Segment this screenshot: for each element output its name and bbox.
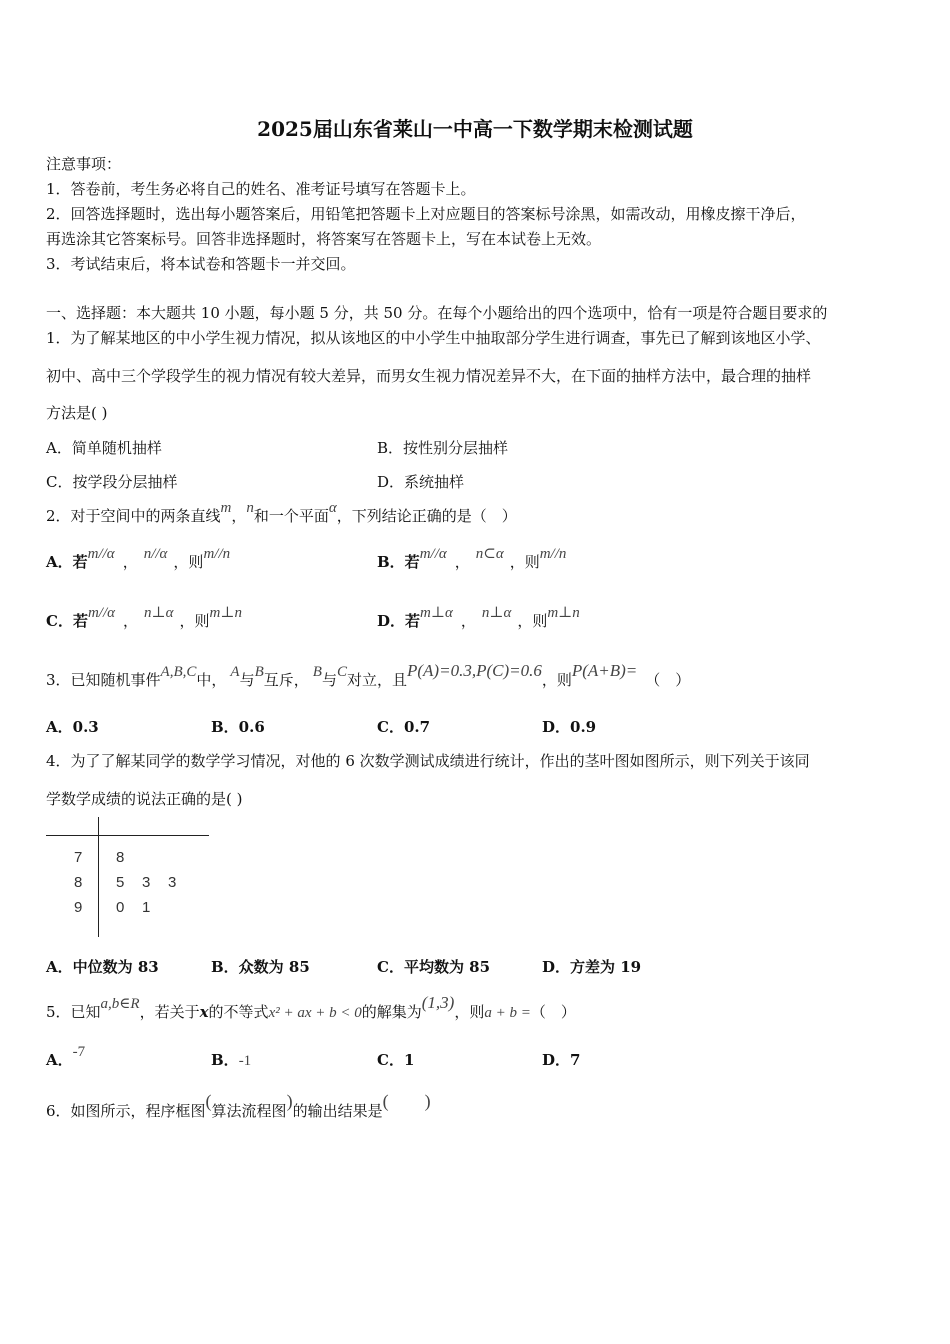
q3-events: A,B,C xyxy=(160,664,197,680)
leaf-8-3: 3 xyxy=(168,874,177,891)
leaf-8-1: 5 xyxy=(116,874,125,891)
q2-comma: ， xyxy=(231,507,247,525)
q2-a-label: A．若 xyxy=(46,553,88,571)
q4-option-a: A．中位数为 83 xyxy=(46,958,159,976)
q2-var-n: n xyxy=(246,500,254,516)
notice-item-2a: 2．回答选择题时，选出每小题答案后，用铅笔把答题卡上对应题目的答案标号涂黑，如需改动，用橡皮擦干净后， xyxy=(46,205,806,223)
q3-stem xyxy=(46,661,691,690)
q5-ab-expr: a,b∈R xyxy=(100,996,140,1012)
q3-prob-expr: P(A)=0.3,P(C)=0.6 xyxy=(407,661,542,680)
q2-b-expr-3: m//n xyxy=(539,546,567,562)
q3-text-8: （ ） xyxy=(645,671,691,689)
q6-stem xyxy=(46,1091,431,1122)
q2-a-sep: ， xyxy=(122,553,138,571)
leaf-7-1: 8 xyxy=(116,849,125,866)
q5-b-label: B． xyxy=(211,1051,239,1069)
q5-option-b xyxy=(211,1049,251,1070)
q2-stem xyxy=(46,500,517,526)
q3-var-b2: B xyxy=(312,664,322,680)
stem-8: 8 xyxy=(74,874,83,891)
q5-stem xyxy=(46,993,576,1022)
q2-a-expr-2: n//α xyxy=(143,546,168,562)
q5-inequality: x² + ax + b < 0 xyxy=(268,1005,362,1021)
q2-d-label: D．若 xyxy=(377,612,421,630)
q3-text-4: 互斥， xyxy=(263,671,309,689)
q2-d-then: ，则 xyxy=(517,612,548,630)
q1-option-c: C．按学段分层抽样 xyxy=(46,473,178,491)
q3-option-a: A．0.3 xyxy=(46,718,99,736)
q2-d-expr-1: m⊥α xyxy=(420,605,453,621)
q1-line-3: 方法是( ) xyxy=(46,404,108,422)
stem-leaf-vline xyxy=(98,817,99,937)
q3-text-7: ，则 xyxy=(541,671,572,689)
q2-b-expr-1: m//α xyxy=(419,546,447,562)
q3-pab-expr: P(A+B)= xyxy=(571,661,638,680)
q1-line-1: 1．为了解某地区的中小学生视力情况，拟从该地区的中小学生中抽取部分学生进行调查，事先已了解到该地区小学、 xyxy=(46,329,821,347)
section-heading: 一、选择题：本大题共 10 小题，每小题 5 分，共 50 分。在每个小题给出的四个选项中，恰有一项是符合题目要求的 xyxy=(46,304,828,322)
q5-text-3: 的不等式 xyxy=(208,1003,269,1021)
q6-rparen: ) xyxy=(286,1091,293,1111)
q2-c-then: ，则 xyxy=(179,612,210,630)
q2-c-expr-3: m⊥n xyxy=(209,605,242,621)
q2-c-expr-2: n⊥α xyxy=(144,605,174,621)
q5-option-a xyxy=(46,1044,86,1070)
q3-text-6: 对立，且 xyxy=(346,671,407,689)
q5-sum-expr: a + b = xyxy=(484,1005,531,1021)
leaf-8-2: 3 xyxy=(142,874,151,891)
q5-solution-set: (1,3) xyxy=(421,993,455,1012)
q1-option-b: B．按性别分层抽样 xyxy=(377,439,509,457)
q3-option-d: D．0.9 xyxy=(542,718,597,736)
q3-option-b: B．0.6 xyxy=(211,718,265,736)
q2-b-then: ，则 xyxy=(509,553,540,571)
q5-text-4: 的解集为 xyxy=(361,1003,422,1021)
q6-text-1: 6．如图所示，程序框图 xyxy=(46,1102,206,1120)
q2-option-a xyxy=(46,546,231,572)
q5-a-value: -7 xyxy=(72,1044,86,1060)
q3-text-1: 3．已知随机事件 xyxy=(46,671,161,689)
q2-d-sep: ， xyxy=(460,612,476,630)
q4-line-1: 4．为了了解某同学的数学学习情况，对他的 6 次数学测试成绩进行统计，作出的茎叶图如图所示，则下列关于该同 xyxy=(46,752,810,770)
q3-text-5: 与 xyxy=(321,671,337,689)
notice-item-3: 3．考试结束后，将本试卷和答题卡一并交回。 xyxy=(46,255,356,273)
q2-a-then: ，则 xyxy=(173,553,204,571)
q5-text-1: 5．已知 xyxy=(46,1003,101,1021)
q6-text-2: 算法流程图 xyxy=(211,1102,287,1120)
q2-c-expr-1: m//α xyxy=(87,605,115,621)
q2-a-expr-3: m//n xyxy=(203,546,231,562)
q5-var-x: x xyxy=(199,1003,209,1021)
q2-a-expr-1: m//α xyxy=(87,546,115,562)
q2-d-expr-2: n⊥α xyxy=(481,605,512,621)
q3-var-b: B xyxy=(254,664,264,680)
q3-text-3: 与 xyxy=(239,671,255,689)
q4-option-c: C．平均数为 85 xyxy=(377,958,491,976)
q2-d-expr-3: m⊥n xyxy=(547,605,580,621)
q6-lparen: ( xyxy=(205,1091,212,1111)
q1-option-a: A．简单随机抽样 xyxy=(46,439,162,457)
q4-line-2: 学数学成绩的说法正确的是( ) xyxy=(46,790,243,808)
notice-item-2b: 再选涂其它答案标号。回答非选择题时，将答案写在答题卡上，写在本试卷上无效。 xyxy=(46,230,602,248)
stem-7: 7 xyxy=(74,849,83,866)
q2-var-m: m xyxy=(220,500,232,516)
q5-b-value: -1 xyxy=(238,1053,252,1069)
q5-a-label: A． xyxy=(46,1051,73,1069)
stem-leaf-hline xyxy=(46,835,209,836)
q2-text-2: 和一个平面 xyxy=(253,507,329,525)
q2-b-label: B．若 xyxy=(377,553,420,571)
q1-line-2: 初中、高中三个学段学生的视力情况有较大差异，而男女生视力情况差异不大，在下面的抽样方法中，最合理的抽样 xyxy=(46,367,812,385)
q1-option-d: D．系统抽样 xyxy=(377,473,465,491)
q2-var-alpha: α xyxy=(328,500,337,516)
q6-answer-blank: ( ) xyxy=(382,1091,431,1111)
q4-option-d: D．方差为 19 xyxy=(542,958,642,976)
q2-b-expr-2: n⊂α xyxy=(475,546,504,562)
q5-text-2: ，若关于 xyxy=(139,1003,200,1021)
q5-option-c: C．1 xyxy=(377,1051,415,1069)
q2-option-c xyxy=(46,605,242,631)
q4-option-b: B．众数为 85 xyxy=(211,958,310,976)
stem-9: 9 xyxy=(74,899,83,916)
notice-item-1: 1．答卷前，考生务必将自己的姓名、准考证号填写在答题卡上。 xyxy=(46,180,476,198)
q3-var-c: C xyxy=(336,664,347,680)
q5-text-5: ，则 xyxy=(454,1003,485,1021)
q3-text-2: 中， xyxy=(196,671,227,689)
leaf-9-2: 1 xyxy=(142,899,151,916)
q3-option-c: C．0.7 xyxy=(377,718,431,736)
notice-heading: 注意事项： xyxy=(46,155,122,173)
q2-option-b xyxy=(377,546,567,572)
q2-c-sep: ， xyxy=(123,612,139,630)
q2-b-sep: ， xyxy=(454,553,470,571)
q2-option-d xyxy=(377,605,580,631)
q5-option-d: D．7 xyxy=(542,1051,581,1069)
leaf-9-1: 0 xyxy=(116,899,125,916)
q2-text-1: 2．对于空间中的两条直线 xyxy=(46,507,221,525)
q2-text-3: ，下列结论正确的是（ ） xyxy=(336,507,517,525)
q3-var-a: A xyxy=(230,664,240,680)
q6-text-3: 的输出结果是 xyxy=(292,1102,383,1120)
stem-leaf-plot xyxy=(46,815,216,940)
page-title: 2025届山东省莱山一中高一下数学期末检测试题 xyxy=(257,117,693,141)
q5-text-6: （ ） xyxy=(530,1003,576,1021)
q2-c-label: C．若 xyxy=(46,612,88,630)
